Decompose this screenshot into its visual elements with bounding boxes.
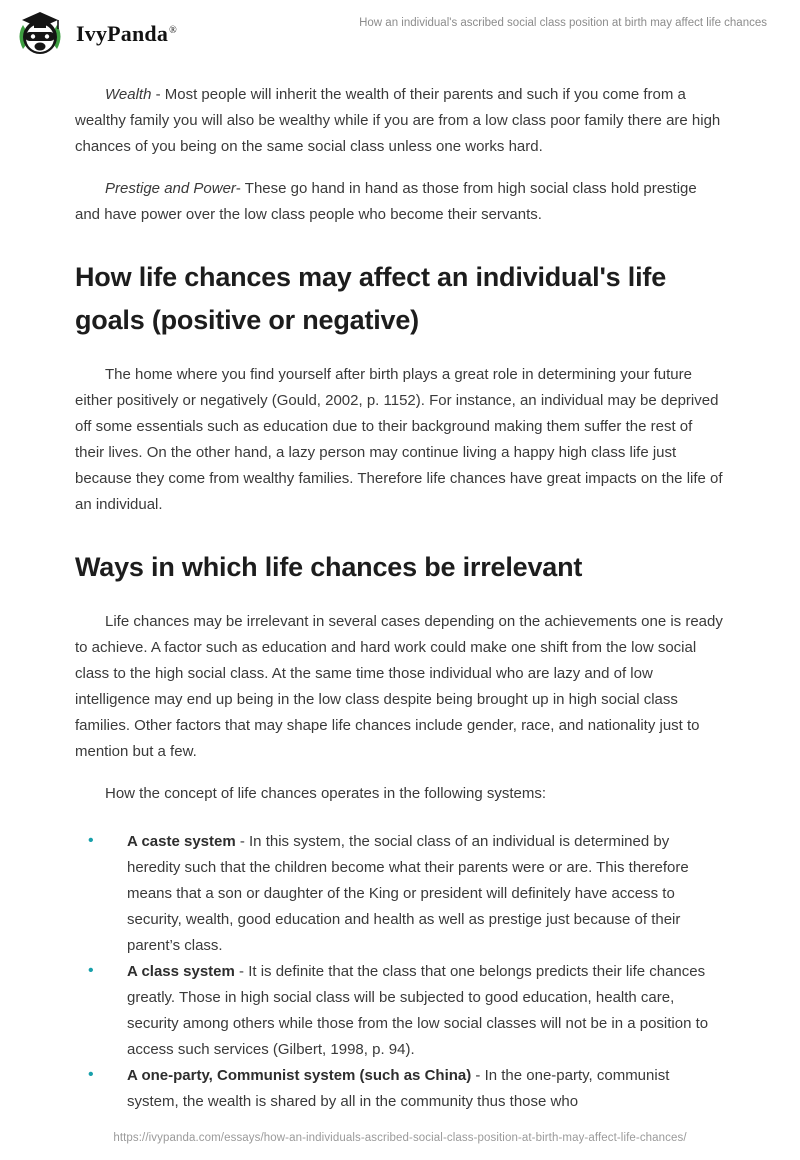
paragraph-prestige-text: - These go hand in hand as those from high social class hold prestige and have power over the low class people who become their servants.: [75, 180, 697, 223]
heading-life-goals: How life chances may affect an individual's life goals (positive or negative): [75, 262, 667, 335]
paragraph-wealth: [75, 82, 723, 160]
page-footer: [0, 1128, 800, 1146]
communist-system-term: A one-party, Communist system (such as China): [127, 1067, 472, 1084]
list-item-class-system: [75, 959, 723, 1063]
bullet-marker-icon: •: [88, 1066, 94, 1083]
document-header-title: How an individual's ascribed social class position at birth may affect life chances: [359, 17, 767, 29]
wealth-term: Wealth: [105, 86, 152, 103]
list-item-text: [127, 963, 708, 1058]
essay-body: [0, 82, 800, 1115]
brand-name: [76, 21, 177, 47]
page-header: [0, 0, 800, 66]
class-system-description: - It is definite that the class that one belongs predicts their life chances greatly. Those in high social class will be subjected to good education, health care, security among others while those from the low social classes will not be in a position to access such services (Gilbert, 1998, p. 94).: [127, 963, 709, 1058]
paragraph-irrelevant: Life chances may be irrelevant in several cases depending on the achievements one is ready to achieve. A factor such as education and hard work could make one shift from the low social class to the high social class. At the same time those individual who are lazy and of low intelligence may end up being in the low class despite being brought up in high social class families. Other factors that may shape life chances include gender, race, and nationality just to mention but a few.: [75, 613, 723, 760]
registered-mark: ®: [169, 24, 177, 36]
bullet-marker-icon: •: [88, 962, 94, 979]
caste-system-term: A caste system: [127, 833, 236, 850]
prestige-term: Prestige and Power: [105, 180, 236, 197]
class-system-term: A class system: [127, 963, 235, 980]
list-item-communist-system: [75, 1063, 723, 1115]
list-item-text: [127, 1067, 669, 1110]
paragraph-prestige: [75, 176, 723, 228]
systems-list: [75, 829, 723, 1115]
paragraph-life-goals: The home where you find yourself after birth plays a great role in determining your future either positively or negatively (Gould, 2002, p. 1152). For instance, an individual may be deprived off some essentials such as education due to their background making them suffer the rest of their lives. On the other hand, a lazy person may continue living a happy high class life just because they come from wealthy families. Therefore life chances have great impacts on the life of an individual.: [75, 366, 723, 513]
list-item-text: [127, 833, 689, 954]
communist-system-description: - In the one-party, communist system, the wealth is shared by all in the community thus those who: [127, 1067, 670, 1110]
paragraph-systems-intro: How the concept of life chances operates in the following systems:: [105, 785, 547, 802]
heading-irrelevant: Ways in which life chances be irrelevant: [75, 552, 583, 582]
source-url[interactable]: https://ivypanda.com/essays/how-an-individuals-ascribed-social-class-position-at-birth-may-affect-life-chances/: [113, 1132, 687, 1144]
ivypanda-panda-logo-icon: [14, 8, 66, 60]
bullet-marker-icon: •: [88, 832, 94, 849]
paragraph-wealth-text: - Most people will inherit the wealth of their parents and such if you come from a wealthy family you will also be wealthy while if you are from a low class poor family there are high chances of you being on the same social class unless one works hard.: [75, 86, 721, 155]
brand[interactable]: [14, 8, 177, 60]
brand-text: IvyPanda: [76, 21, 169, 46]
list-item-caste-system: [75, 829, 723, 959]
caste-system-description: - In this system, the social class of an individual is determined by heredity such that the children become what their parents were or are. This therefore means that a son or daughter of the King or president will definitely have access to security, wealth, good education and health as well as prestige just because of their parent’s class.: [127, 833, 689, 954]
